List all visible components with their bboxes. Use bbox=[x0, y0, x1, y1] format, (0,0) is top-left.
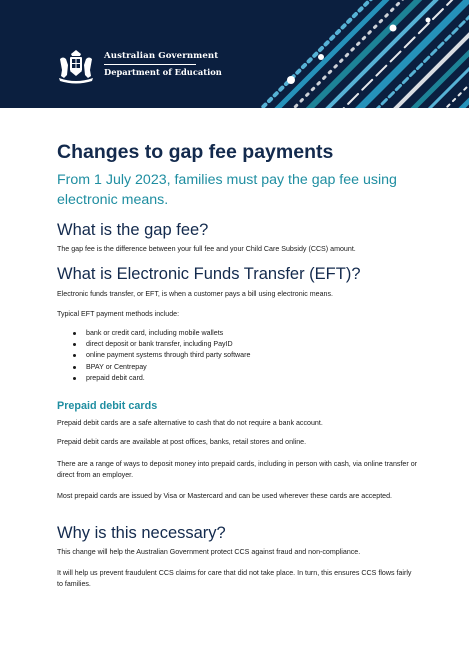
logo-divider bbox=[104, 64, 196, 65]
gap-fee-paragraph: The gap fee is the difference between your full fee and your Child Care Subsidy (CCS) amount. bbox=[57, 245, 356, 253]
government-logo-text bbox=[104, 51, 222, 78]
heading-why: Why is this necessary? bbox=[57, 524, 226, 542]
why-paragraph-2: It will help us prevent fraudulent CCS claims for care that did not take place. In turn, this ensures CCS flows fairly to families. bbox=[57, 569, 412, 588]
prepaid-paragraph-4: Most prepaid cards are issued by Visa or Mastercard and can be used wherever these cards are accepted. bbox=[57, 492, 393, 500]
why-paragraph-1: This change will help the Australian Government protect CCS against fraud and non-compliance. bbox=[57, 548, 361, 556]
heading-eft: What is Electronic Funds Transfer (EFT)? bbox=[57, 265, 361, 283]
coat-of-arms-icon bbox=[56, 47, 96, 85]
page-subtitle: From 1 July 2023, families must pay the gap fee using electronic means. bbox=[57, 172, 397, 208]
list-item-text: direct deposit or bank transfer, including PayID bbox=[86, 340, 233, 349]
org-line-2: Department of Education bbox=[104, 67, 222, 77]
eft-methods-list bbox=[57, 328, 250, 384]
list-item-text: online payment systems through third party software bbox=[86, 351, 251, 360]
list-item bbox=[57, 350, 250, 361]
list-item-text: bank or credit card, including mobile wallets bbox=[86, 329, 224, 337]
list-item bbox=[57, 362, 250, 373]
list-item-text: prepaid debit card. bbox=[86, 373, 145, 382]
bullet-icon bbox=[73, 377, 76, 380]
eft-paragraph-2: Typical EFT payment methods include: bbox=[57, 310, 180, 318]
heading-gap-fee: What is the gap fee? bbox=[57, 221, 209, 239]
page-title: Changes to gap fee payments bbox=[57, 141, 334, 163]
list-item-text: BPAY or Centrepay bbox=[86, 362, 147, 371]
bullet-icon bbox=[73, 366, 76, 369]
prepaid-paragraph-1: Prepaid debit cards are a safe alternative to cash that do not require a bank account. bbox=[57, 419, 323, 427]
bullet-icon bbox=[73, 343, 76, 346]
prepaid-paragraph-3: There are a range of ways to deposit money into prepaid cards, including in person with cash, via online transfer or direct from an employer. bbox=[57, 460, 418, 479]
list-item bbox=[57, 328, 250, 339]
heading-prepaid: Prepaid debit cards bbox=[57, 400, 158, 412]
list-item bbox=[57, 339, 250, 350]
header-banner bbox=[0, 0, 469, 108]
eft-paragraph-1: Electronic funds transfer, or EFT, is when a customer pays a bill using electronic means. bbox=[57, 290, 333, 298]
prepaid-paragraph-2: Prepaid debit cards are available at post offices, banks, retail stores and online. bbox=[57, 438, 307, 446]
bullet-icon bbox=[73, 354, 76, 357]
org-line-1: Australian Government bbox=[104, 51, 219, 61]
bullet-icon bbox=[73, 332, 76, 335]
list-item bbox=[57, 373, 250, 384]
